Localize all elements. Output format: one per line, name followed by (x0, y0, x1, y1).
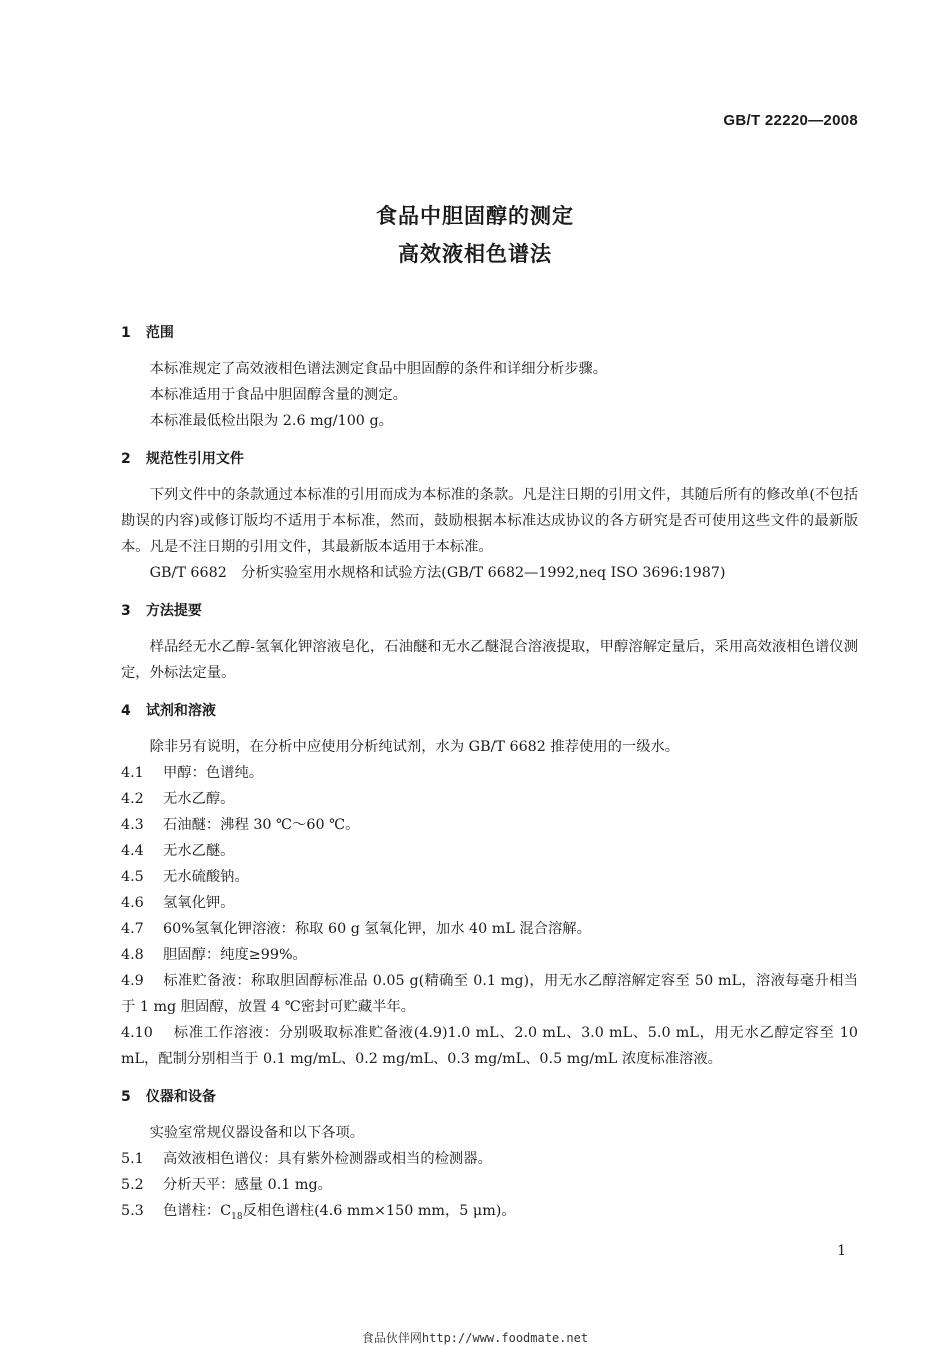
section-title: 范围 (145, 325, 174, 341)
list-item (121, 1146, 858, 1172)
item-text: 色谱柱：$C_{18}$反相色谱柱(4.6 mm×150 mm，5 μm)。 (163, 1203, 516, 1222)
section-heading-scope (121, 320, 858, 346)
list-item (121, 786, 858, 812)
reference-entry: GB/T 6682 分析实验室用水规格和试验方法(GB/T 6682—1992,neq ISO 3696:1987) (149, 565, 726, 581)
section-heading-normative-references (121, 446, 858, 472)
section-number: 3 (121, 603, 131, 619)
item-text: 氢氧化钾。 (163, 895, 235, 911)
paragraph: 本标准适用于食品中胆固醇含量的测定。 (149, 387, 407, 403)
list-item (121, 760, 858, 786)
item-number: 4.9 (121, 973, 144, 989)
list-item (121, 890, 858, 916)
paragraph: 实验室常规仪器设备和以下各项。 (149, 1125, 365, 1141)
item-number: 4.5 (121, 869, 144, 885)
list-item (121, 916, 858, 942)
item-text: 标准贮备液：称取胆固醇标准品 0.05 g(精确至 0.1 mg)，用无水乙醇溶解定容至 50 mL，溶液每毫升相当于 1 mg 胆固醇，放置 4 ℃密封可贮藏半年。 (121, 973, 858, 1015)
paragraph: 除非另有说明，在分析中应使用分析纯试剂，水为 GB/T 6682 推荐使用的一级水。 (149, 739, 680, 755)
list-item (121, 1172, 858, 1198)
item-text: 无水乙醚。 (163, 843, 235, 859)
list-item (121, 838, 858, 864)
paragraph: 样品经无水乙醇-氢氧化钾溶液皂化，石油醚和无水乙醚混合溶液提取，甲醇溶解定量后，采用高效液相色谱仪测定，外标法定量。 (121, 639, 858, 681)
item-number: 4.10 (121, 1025, 153, 1041)
item-text: 标准工作溶液：分别吸取标准贮备液(4.9)1.0 mL、2.0 mL、3.0 mL、5.0 mL，用无水乙醇定容至 10 mL，配制分别相当于 0.1 mg/mL、0.2 mg/mL、0.3 mg/mL、0.5 mg/mL 浓度标准溶液。 (121, 1025, 858, 1067)
item-text: 石油醚：沸程 30 ℃～60 ℃。 (163, 817, 360, 833)
list-item (121, 968, 858, 1020)
list-item (121, 864, 858, 890)
item-number: 5.1 (121, 1151, 144, 1167)
item-text: 60%氢氧化钾溶液：称取 60 g 氢氧化钾，加水 40 mL 混合溶解。 (163, 921, 591, 937)
item-number: 4.2 (121, 791, 144, 807)
standard-code: GB/T 22220—2008 (723, 112, 858, 129)
section-title: 规范性引用文件 (145, 451, 244, 467)
item-number: 4.4 (121, 843, 144, 859)
item-text: 甲醇：色谱纯。 (163, 765, 264, 781)
paragraph: 下列文件中的条款通过本标准的引用而成为本标准的条款。凡是注日期的引用文件，其随后所有的修改单(不包括勘误的内容)或修订版均不适用于本标准，然而，鼓励根据本标准达成协议的各方研究是否可使用这些文件的最新版本。凡是不注日期的引用文件，其最新版本适用于本标准。 (121, 487, 858, 555)
section-number: 5 (121, 1089, 131, 1105)
paragraph: 本标准规定了高效液相色谱法测定食品中胆固醇的条件和详细分析步骤。 (149, 361, 608, 377)
section-number: 2 (121, 451, 131, 467)
item-number: 5.3 (121, 1203, 144, 1219)
item-text: 分析天平：感量 0.1 mg。 (163, 1177, 332, 1193)
item-number: 4.6 (121, 895, 144, 911)
section-title: 仪器和设备 (145, 1089, 216, 1105)
footer-watermark: 食品伙伴网http://www.foodmate.net (361, 1331, 589, 1345)
item-text: 无水硫酸钠。 (163, 869, 249, 885)
section-title: 方法提要 (145, 603, 202, 619)
document-body (121, 320, 858, 1230)
list-item (121, 812, 858, 838)
item-text: 胆固醇：纯度≥99%。 (163, 947, 307, 963)
list-item (121, 1198, 858, 1230)
section-heading-method-summary (121, 598, 858, 624)
section-title: 试剂和溶液 (145, 703, 216, 719)
document-title: 食品中胆固醇的测定 (376, 204, 574, 228)
section-number: 1 (121, 325, 131, 341)
section-number: 4 (121, 703, 131, 719)
item-number: 5.2 (121, 1177, 144, 1193)
page-number: 1 (837, 1243, 846, 1259)
list-item (121, 942, 858, 968)
paragraph: 本标准最低检出限为 2.6 mg/100 g。 (149, 413, 393, 429)
item-number: 4.7 (121, 921, 144, 937)
item-number: 4.8 (121, 947, 144, 963)
item-number: 4.1 (121, 765, 144, 781)
section-heading-reagents (121, 698, 858, 724)
item-number: 4.3 (121, 817, 144, 833)
item-text: 高效液相色谱仪：具有紫外检测器或相当的检测器。 (163, 1151, 492, 1167)
list-item (121, 1020, 858, 1072)
item-text: 无水乙醇。 (163, 791, 235, 807)
section-heading-apparatus (121, 1084, 858, 1110)
document-subtitle: 高效液相色谱法 (398, 242, 552, 266)
